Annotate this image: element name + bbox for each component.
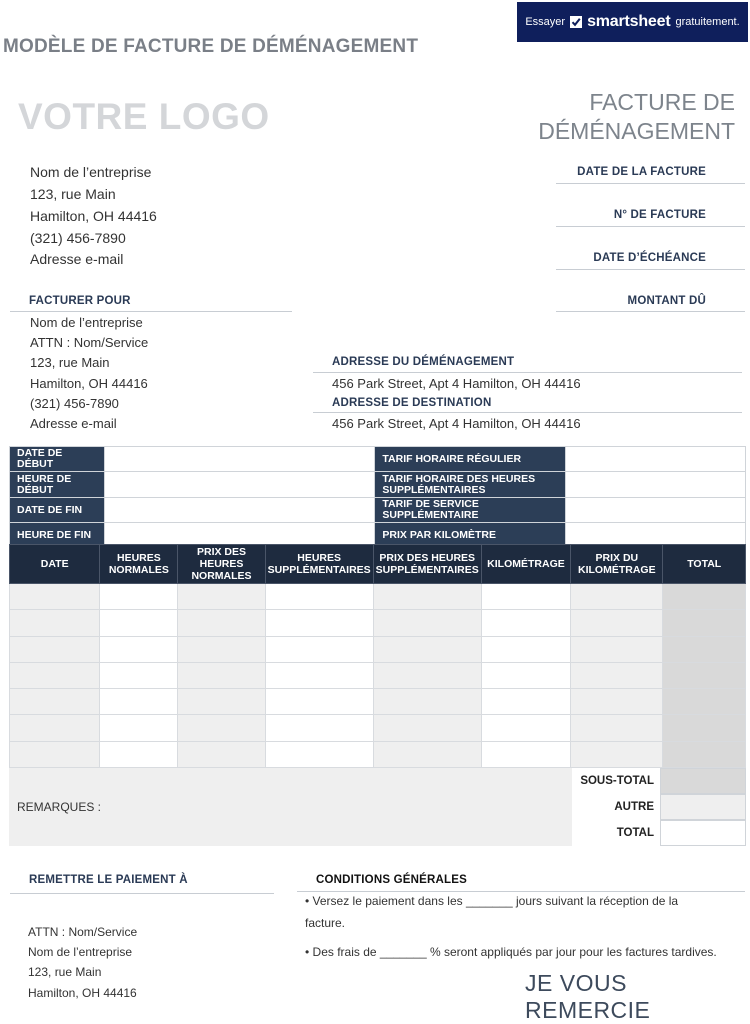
origin-address-label: ADRESSE DU DÉMÉNAGEMENT [332, 356, 515, 368]
start-date-field[interactable] [104, 447, 375, 472]
bill-to-header: FACTURER POUR [29, 295, 131, 307]
line-items-body [10, 584, 746, 768]
extra-service-rate-label: TARIF DE SERVICE SUPPLÉMENTAIRE [375, 498, 566, 523]
company-name: Nom de l’entreprise [30, 164, 152, 180]
remit-street: 123, rue Main [28, 965, 102, 979]
start-date-label: DATE DE DÉBUT [10, 447, 105, 472]
divider [313, 412, 742, 413]
remit-name: Nom de l’entreprise [28, 945, 133, 959]
divider [556, 226, 745, 227]
extra-service-rate-field[interactable] [566, 498, 746, 523]
end-date-field[interactable] [104, 498, 375, 523]
banner-brand: smartsheet [587, 13, 671, 30]
logo-placeholder: VOTRE LOGO [18, 96, 270, 137]
company-street: 123, rue Main [30, 186, 116, 202]
bill-to-city: Hamilton, OH 44416 [30, 376, 148, 391]
subtotal-label: SOUS-TOTAL [580, 775, 654, 787]
remit-header: REMETTRE LE PAIEMENT À [29, 874, 188, 886]
table-row [10, 715, 746, 741]
col-header-mileage: KILOMÉTRAGE [481, 545, 570, 584]
bill-to-attn: ATTN : Nom/Service [30, 335, 149, 350]
terms-header: CONDITIONS GÉNÉRALES [316, 874, 467, 886]
col-header-overtime-price: PRIX DES HEURES SUPPLÉMENTAIRES [373, 545, 481, 584]
terms-line-2: • Des frais de _______ % seront appliqués par jour pour les factures tardives. [305, 945, 717, 959]
destination-address: 456 Park Street, Apt 4 Hamilton, OH 44416 [332, 416, 581, 431]
line-items-table [9, 544, 746, 768]
invoice-title [475, 88, 735, 146]
other-field[interactable] [660, 794, 746, 820]
overtime-rate-field[interactable] [566, 472, 746, 498]
company-email: Adresse e-mail [30, 251, 124, 267]
banner-try-text: Essayer [525, 16, 566, 28]
col-header-regular-hours-price: PRIX DES HEURES NORMALES [178, 545, 265, 584]
remit-attn: ATTN : Nom/Service [28, 925, 138, 939]
invoice-title-line2: DÉMÉNAGEMENT [538, 118, 735, 144]
table-row [10, 584, 746, 610]
start-time-field[interactable] [104, 472, 375, 498]
due-date-label: DATE D’ÉCHÉANCE [593, 252, 706, 264]
thank-you-text: JE VOUS REMERCIE [525, 970, 651, 1023]
banner-free-text: gratuitement. [675, 16, 740, 28]
company-city: Hamilton, OH 44416 [30, 208, 157, 224]
invoice-title-line1: FACTURE DE [589, 89, 735, 115]
invoice-number-label: N° DE FACTURE [613, 209, 706, 221]
bill-to-name: Nom de l’entreprise [30, 315, 143, 330]
divider [297, 891, 745, 892]
regular-rate-label: TARIF HORAIRE RÉGULIER [375, 447, 566, 472]
table-row [10, 636, 746, 662]
checkmark-icon [570, 16, 582, 28]
company-phone: (321) 456-7890 [30, 230, 126, 246]
terms-line-1-cont: facture. [305, 916, 346, 930]
rates-table [9, 446, 746, 548]
terms-line-1: • Versez le paiement dans les _______ jours suivant la réception de la [305, 894, 679, 908]
divider [313, 372, 742, 373]
page-title: MODÈLE DE FACTURE DE DÉMÉNAGEMENT [3, 36, 419, 57]
other-label: AUTRE [614, 801, 654, 813]
divider [556, 269, 745, 270]
remarks-label: REMARQUES : [17, 800, 102, 814]
remit-city: Hamilton, OH 44416 [28, 986, 137, 1000]
col-header-date: DATE [10, 545, 100, 584]
divider [10, 893, 274, 894]
start-time-label: HEURE DE DÉBUT [10, 472, 105, 498]
bill-to-street: 123, rue Main [30, 355, 110, 370]
regular-rate-field[interactable] [566, 447, 746, 472]
col-header-overtime-hours: HEURES SUPPLÉMENTAIRES [265, 545, 373, 584]
total-value [660, 820, 746, 846]
destination-address-label: ADRESSE DE DESTINATION [332, 397, 492, 409]
invoice-date-label: DATE DE LA FACTURE [577, 166, 706, 178]
amount-due-label: MONTANT DÛ [627, 295, 706, 307]
origin-address: 456 Park Street, Apt 4 Hamilton, OH 44416 [332, 376, 581, 391]
divider [10, 311, 292, 312]
table-row [10, 610, 746, 636]
smartsheet-try-banner[interactable] [517, 2, 748, 42]
end-time-label: HEURE DE FIN [10, 523, 105, 548]
table-row [10, 741, 746, 767]
bill-to-phone: (321) 456-7890 [30, 396, 119, 411]
col-header-regular-hours: HEURES NORMALES [100, 545, 178, 584]
col-header-total: TOTAL [663, 545, 746, 584]
total-label: TOTAL [616, 827, 654, 839]
divider [556, 311, 745, 312]
divider [556, 183, 745, 184]
end-date-label: DATE DE FIN [10, 498, 105, 523]
table-row [10, 689, 746, 715]
price-per-km-label: PRIX PAR KILOMÈTRE [375, 523, 566, 548]
bill-to-email: Adresse e-mail [30, 416, 117, 431]
overtime-rate-label: TARIF HORAIRE DES HEURES SUPPLÉMENTAIRES [375, 472, 566, 498]
col-header-mileage-price: PRIX DU KILOMÉTRAGE [571, 545, 663, 584]
subtotal-value [660, 768, 746, 794]
table-row [10, 662, 746, 688]
